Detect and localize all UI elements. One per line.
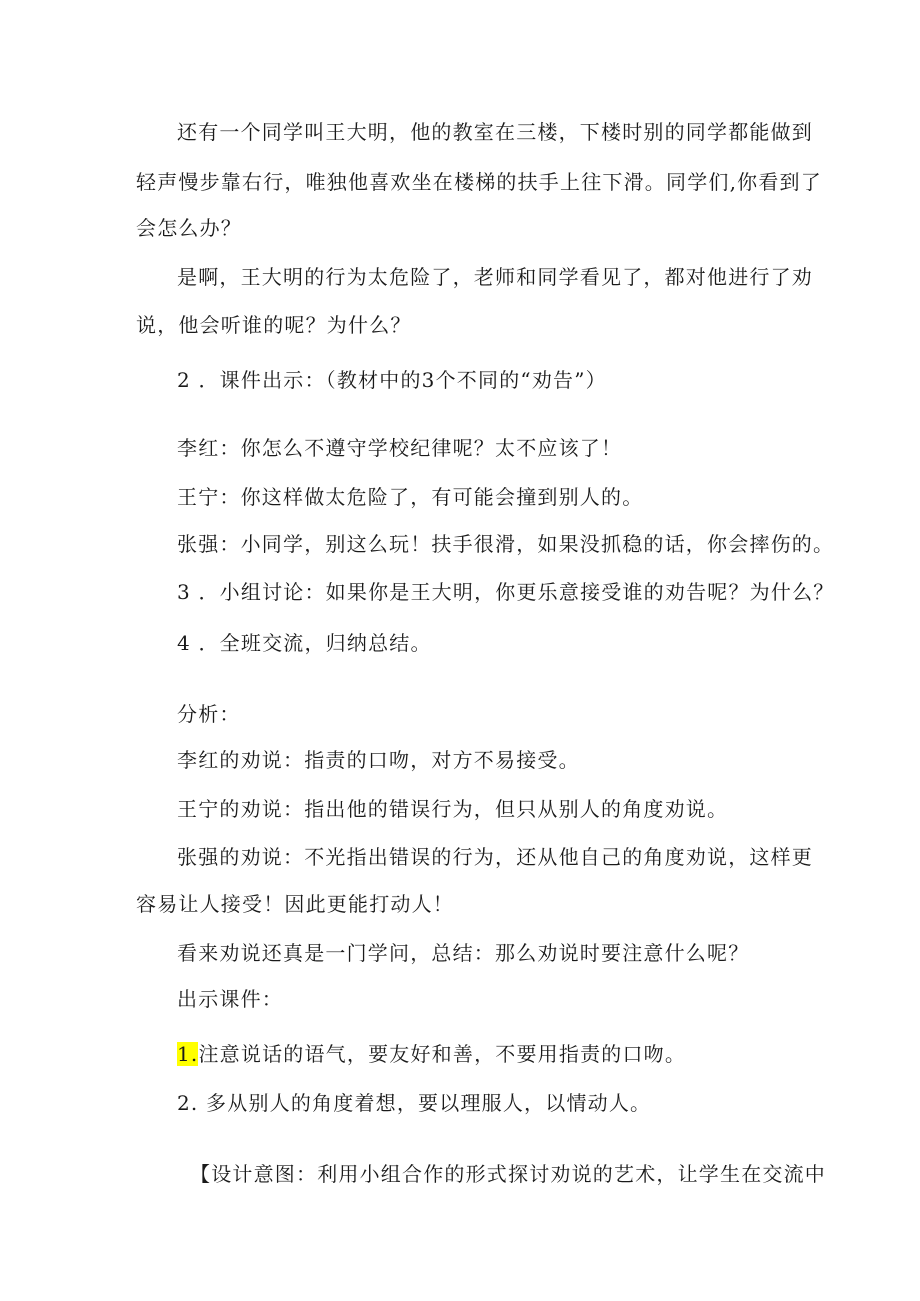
paragraph-wang-daming-line-2: 轻声慢步靠右行，唯独他喜欢坐在楼梯的扶手上往下滑。同学们,你看到了 (136, 170, 822, 194)
quote-zhangqiang: 张强：小同学，别这么玩！扶手很滑，如果没抓稳的话，你会摔伤的。 (177, 532, 835, 556)
paragraph-persuasion-line-1: 是啊，王大明的行为太危险了，老师和同学看见了，都对他进行了劝 (177, 265, 813, 289)
quote-wangning: 王宁：你这样做太危险了，有可能会撞到别人的。 (177, 485, 644, 509)
list-item-2: 2 ．课件出示：（教材中的3个不同的“劝告”） (177, 368, 607, 392)
analysis-zhangqiang-line-1: 张强的劝说：不光指出错误的行为，还从他自己的角度劝说，这样更 (177, 845, 813, 869)
analysis-zhangqiang-line-2: 容易让人接受！因此更能打动人！ (136, 892, 454, 916)
key-point-1 (177, 1040, 686, 1068)
list-item-4: 4 ．全班交流，归纳总结。 (177, 631, 432, 655)
paragraph-wang-daming-line-1: 还有一个同学叫王大明，他的教室在三楼，下楼时别的同学都能做到 (177, 120, 813, 144)
key-point-1-text: 注意说话的语气，要友好和善，不要用指责的口吻。 (198, 1042, 687, 1066)
paragraph-persuasion-line-2: 说，他会听谁的呢？为什么？ (136, 313, 412, 337)
courseware-label: 出示课件： (177, 987, 283, 1011)
analysis-heading: 分析： (177, 702, 241, 726)
analysis-wangning: 王宁的劝说：指出他的错误行为，但只从别人的角度劝说。 (177, 797, 729, 821)
highlighted-number: 1. (177, 1042, 199, 1066)
analysis-lihong: 李红的劝说：指责的口吻，对方不易接受。 (177, 748, 580, 772)
list-item-3: 3 ．小组讨论：如果你是王大明，你更乐意接受谁的劝告呢？为什么？ (177, 580, 835, 604)
design-intent: 【设计意图：利用小组合作的形式探讨劝说的艺术，让学生在交流中 (190, 1162, 826, 1186)
quote-lihong: 李红：你怎么不遵守学校纪律呢？太不应该了！ (177, 436, 623, 460)
key-point-2: 2. 多从别人的角度着想，要以理服人，以情动人。 (177, 1091, 652, 1115)
paragraph-wang-daming-line-3: 会怎么办？ (136, 216, 242, 240)
summary-question: 看来劝说还真是一门学问，总结：那么劝说时要注意什么呢？ (177, 941, 750, 965)
